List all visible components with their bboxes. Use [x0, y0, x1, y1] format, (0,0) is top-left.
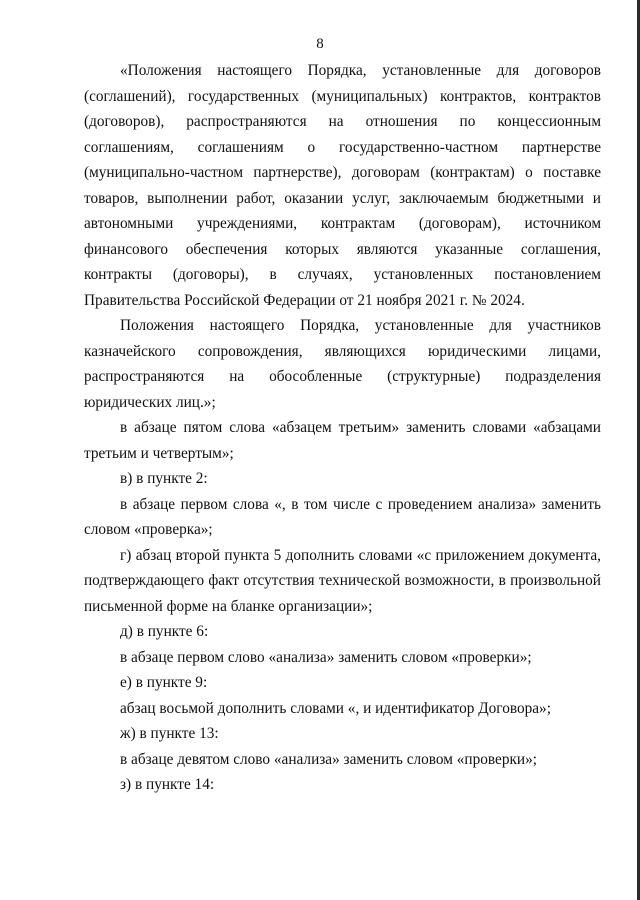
paragraph: абзац восьмой дополнить словами «, и идентификатор Договора»;: [120, 699, 551, 717]
paragraph: в абзаце девятом слово «анализа» заменить словом «проверки»;: [120, 750, 537, 768]
paragraph: «Положения настоящего Порядка, установленные для договоров (соглашений), государственных (муниципальных) контрактов, контрактов (договоров), распространяются на отношения по концессионным соглашениям, соглашениям о государственно-частном партнерстве (муниципально-частном партнерстве), договорам (контрактам) о поставке товаров, выполнении работ, оказании услуг, заключаемым бюджетными и автономными учреждениями, контрактам (договорам), источником финансового обеспечения которых являются указанные соглашения, контракты (договоры), в случаях, установленных постановлением Правительства Российской Федерации от 21 ноября 2021 г. № 2024.: [84, 62, 601, 309]
paragraph: в абзаце первом слово «анализа» заменить словом «проверки»;: [120, 648, 532, 666]
paragraph: в абзаце первом слова «, в том числе с проведением анализа» заменить словом «проверка»;: [84, 495, 601, 538]
paragraph: в) в пункте 2:: [120, 470, 208, 487]
page-number: 8: [316, 36, 324, 52]
paragraph: з) в пункте 14:: [120, 776, 215, 793]
paragraph: д) в пункте 6:: [120, 623, 209, 640]
document-body: [84, 58, 601, 798]
paragraph: е) в пункте 9:: [120, 674, 208, 691]
paragraph: ж) в пункте 13:: [120, 725, 219, 742]
paragraph: в абзаце пятом слова «абзацем третьим» заменить словами «абзацами третьим и четвертым»;: [84, 419, 601, 462]
paragraph: г) абзац второй пункта 5 дополнить словами «с приложением документа, подтверждающего факт отсутствия технической возможности, в произвольной письменной форме на бланке организации»;: [84, 546, 601, 615]
paragraph: Положения настоящего Порядка, установленные для участников казначейского сопровождения, являющихся юридическими лицами, распространяются на обособленные (структурные) подразделения юридических лиц.»;: [84, 317, 601, 411]
